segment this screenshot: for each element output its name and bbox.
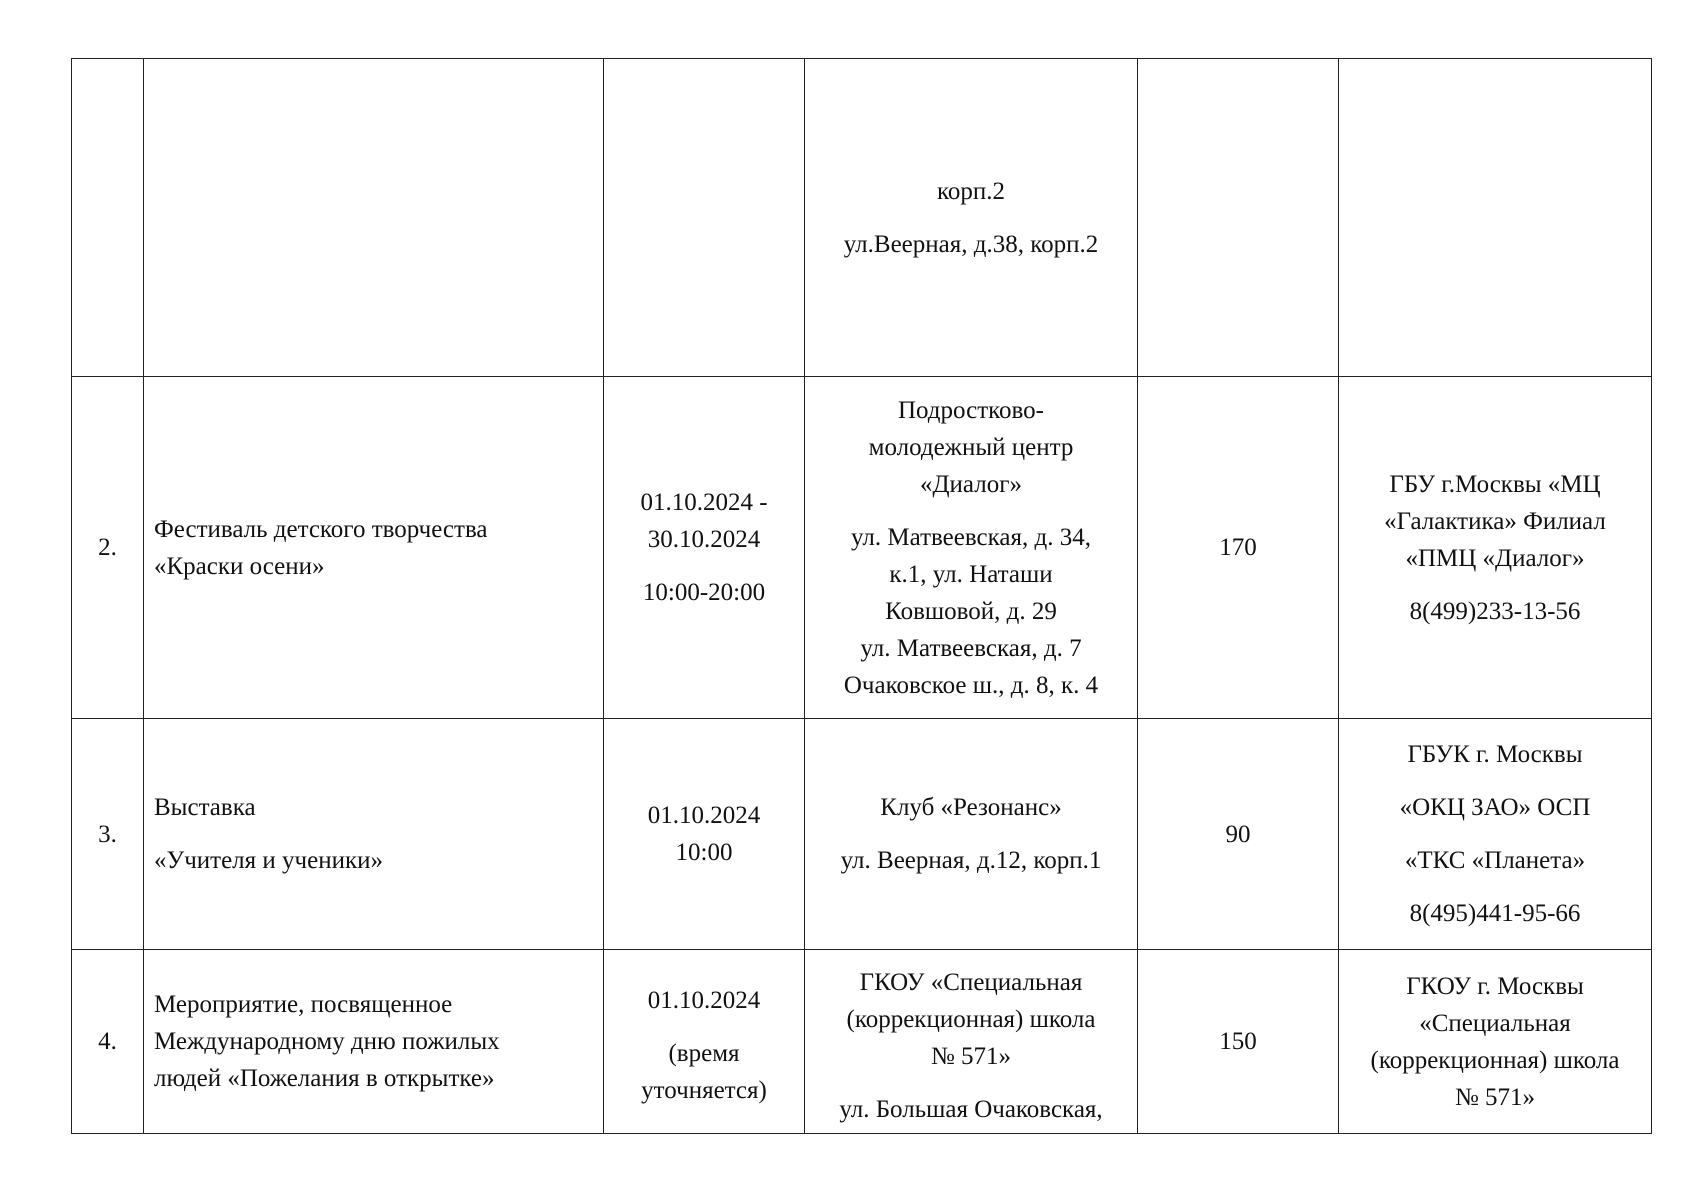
place-line: ул. Веерная, д.12, корп.1 [840,847,1102,874]
table-row [72,377,1652,719]
place-line: к.1, ул. Наташи [889,560,1053,588]
place-line: ул. Матвеевская, д. 7 [860,634,1082,662]
event-name-line: Фестиваль детского творчества [154,515,488,543]
organizer-cell [1339,377,1652,719]
organizer-line: «Специальная [1419,1009,1571,1037]
date-line: 30.10.2024 [647,526,761,553]
organizer-phone: 8(495)441-95-66 [1409,900,1581,927]
participants-count-cell [1138,59,1339,377]
event-name-line: Международному дню пожилых [154,1028,500,1055]
event-name-cell [144,59,604,377]
date-line: 01.10.2024 - [640,489,768,516]
place-line: (коррекционная) школа [846,1005,1096,1033]
organizer-line: «ОКЦ ЗАО» ОСП [1399,794,1591,821]
participants-count: 170 [1219,534,1257,561]
row-number-cell [72,950,144,1134]
place-line: ГКОУ «Специальная [859,968,1083,996]
organizer-phone: 8(499)233-13-56 [1409,597,1581,625]
place-line: «Диалог» [920,470,1022,498]
organizer-line: «Галактика» Филиал [1384,507,1606,535]
event-name-cell [144,377,604,719]
participants-count-cell [1138,950,1339,1134]
place-line: Очаковское ш., д. 8, к. 4 [843,671,1099,699]
place-line: молодежный центр [868,433,1074,461]
events-table [71,58,1652,1134]
row-number: 2. [98,534,117,561]
event-place-cell [805,59,1138,377]
organizer-cell [1339,950,1652,1134]
organizer-line: ГБУ г.Москвы «МЦ [1389,470,1601,498]
event-place-cell [805,377,1138,719]
place-line: Подростково- [897,396,1045,424]
time-line: 10:00-20:00 [642,579,766,606]
row-number-cell [72,59,144,377]
organizer-line: «ТКС «Планета» [1404,847,1586,874]
event-name-line: «Учителя и ученики» [154,847,383,874]
date-line: 01.10.2024 [647,802,761,829]
organizer-line: ГБУК г. Москвы [1407,741,1583,768]
table-row [72,59,1652,377]
organizer-line: ГКОУ г. Москвы [1406,972,1584,1000]
place-line: Клуб «Резонанс» [880,794,1062,821]
participants-count: 90 [1225,820,1251,848]
participants-count-cell [1138,719,1339,950]
organizer-cell [1339,59,1652,377]
time-note-line: уточняется) [641,1077,767,1104]
organizer-line: «ПМЦ «Диалог» [1405,544,1585,572]
event-date-cell [604,950,805,1134]
time-note-line: (время [668,1040,740,1067]
event-date-cell [604,59,805,377]
place-line: ул. Большая Очаковская, [839,1095,1103,1123]
event-name-cell [144,950,604,1134]
organizer-line: № 571» [1454,1083,1536,1111]
row-number: 3. [98,820,117,848]
event-date-cell [604,377,805,719]
event-name-line: Мероприятие, посвященное [154,991,453,1018]
place-line: корп.2 [936,177,1005,205]
table-row [72,719,1652,950]
event-place-cell [805,719,1138,950]
participants-count: 150 [1219,1028,1257,1055]
event-name-line: «Краски осени» [154,552,325,580]
time-line: 10:00 [675,839,733,866]
event-date-cell [604,719,805,950]
organizer-cell [1339,719,1652,950]
event-name-line: людей «Пожелания в открытке» [154,1065,495,1092]
event-place-cell [805,950,1138,1134]
row-number-cell [72,377,144,719]
place-line: № 571» [930,1042,1012,1070]
place-line: Ковшовой, д. 29 [885,597,1057,625]
event-name-line: Выставка [154,794,256,821]
event-name-cell [144,719,604,950]
table-row [72,950,1652,1134]
row-number: 4. [98,1028,117,1055]
organizer-line: (коррекционная) школа [1370,1046,1620,1074]
place-line: ул.Веерная, д.38, корп.2 [843,230,1099,258]
participants-count-cell [1138,377,1339,719]
place-line: ул. Матвеевская, д. 34, [851,523,1091,551]
row-number-cell [72,719,144,950]
date-line: 01.10.2024 [647,987,761,1014]
